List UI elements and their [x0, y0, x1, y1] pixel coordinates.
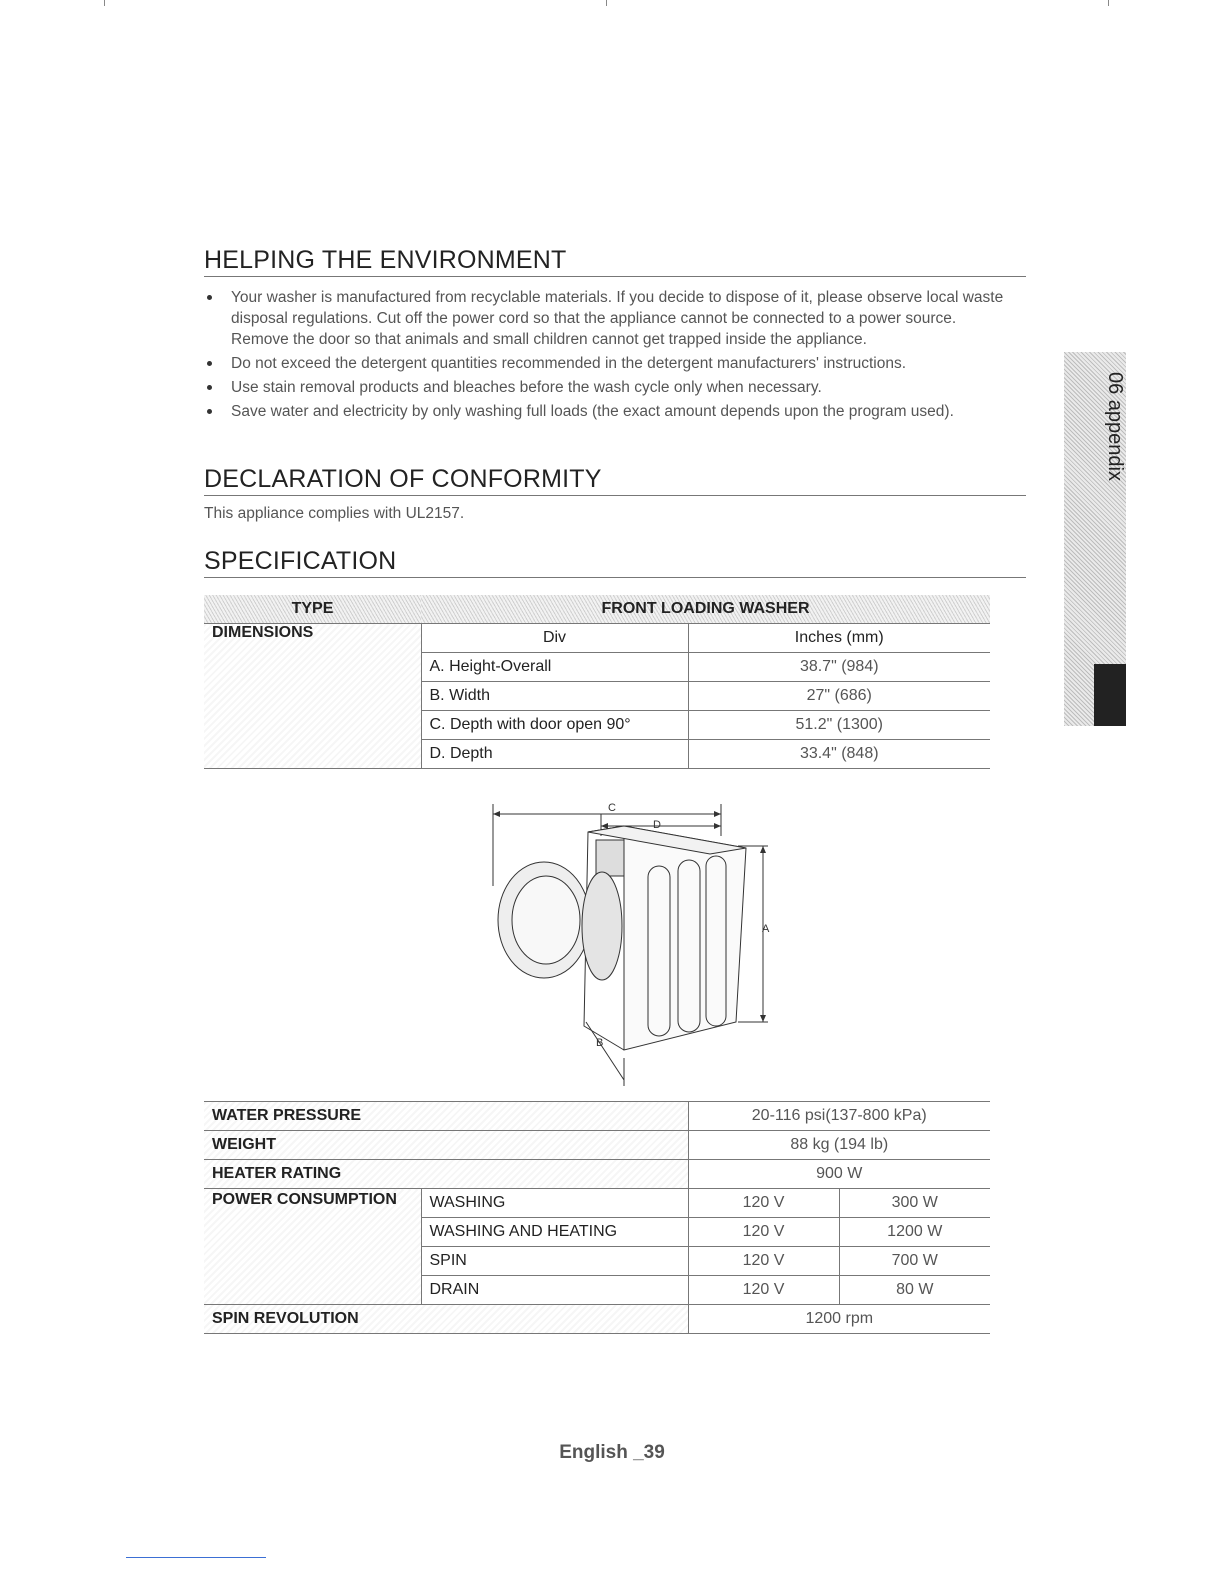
div-column-header: Div [421, 624, 688, 653]
dimension-value: 38.7" (984) [688, 653, 990, 682]
dimension-name: C. Depth with door open 90° [421, 711, 688, 740]
environment-bullet-list [204, 287, 1014, 425]
conformity-title: DECLARATION OF CONFORMITY [204, 466, 1026, 496]
dimension-name: A. Height-Overall [421, 653, 688, 682]
label-b: B [596, 1037, 604, 1049]
appendix-side-tab[interactable] [1064, 352, 1126, 726]
washer-dimensions-diagram [484, 796, 784, 1090]
table-row [204, 1189, 990, 1218]
power-wattage: 1200 W [839, 1218, 990, 1247]
power-wattage: 700 W [839, 1247, 990, 1276]
list-item: Your washer is manufactured from recyclable materials. If you decide to dispose of it, please observe local waste disposal regulations. Cut off the power cord so that the appliance cannot be connected to a power source. Remove the door so that animals and small children cannot get trapped inside the appliance. [204, 287, 1014, 350]
weight-value: 88 kg (194 lb) [688, 1131, 990, 1160]
table-header-row [204, 595, 990, 624]
product-header: FRONT LOADING WASHER [421, 595, 990, 624]
power-mode: WASHING AND HEATING [421, 1218, 688, 1247]
label-c: C [608, 802, 616, 814]
type-header: TYPE [204, 595, 421, 624]
environment-title: HELPING THE ENVIRONMENT [204, 247, 1026, 277]
table-row [204, 1131, 990, 1160]
inches-column-header: Inches (mm) [688, 624, 990, 653]
table-row [204, 1102, 990, 1131]
power-wattage: 300 W [839, 1189, 990, 1218]
dimensions-table [204, 595, 990, 769]
heater-rating-value: 900 W [688, 1160, 990, 1189]
bottom-link-line [126, 1557, 266, 1558]
dimension-value: 33.4" (848) [688, 740, 990, 769]
water-pressure-label: WATER PRESSURE [204, 1102, 688, 1131]
label-a: A [762, 923, 770, 935]
dimension-name: D. Depth [421, 740, 688, 769]
list-item: Do not exceed the detergent quantities recommended in the detergent manufacturers' instructions. [204, 353, 1014, 374]
tab-marker [1094, 664, 1126, 726]
performance-table [204, 1101, 990, 1334]
power-mode: SPIN [421, 1247, 688, 1276]
table-row [204, 1305, 990, 1334]
power-mode: DRAIN [421, 1276, 688, 1305]
specification-title: SPECIFICATION [204, 548, 1026, 578]
power-consumption-label: POWER CONSUMPTION [204, 1189, 421, 1305]
water-pressure-value: 20-116 psi(137-800 kPa) [688, 1102, 990, 1131]
power-mode: WASHING [421, 1189, 688, 1218]
list-item: Use stain removal products and bleaches before the wash cycle only when necessary. [204, 377, 1014, 398]
table-row [204, 1160, 990, 1189]
dimension-name: B. Width [421, 682, 688, 711]
spin-revolution-label: SPIN REVOLUTION [204, 1305, 688, 1334]
side-tab-label: 06 appendix [1104, 372, 1126, 481]
weight-label: WEIGHT [204, 1131, 688, 1160]
label-d: D [653, 819, 661, 831]
power-voltage: 120 V [688, 1189, 839, 1218]
list-item: Save water and electricity by only washing full loads (the exact amount depends upon the program used). [204, 401, 1014, 422]
table-row [204, 624, 990, 653]
dimensions-label: DIMENSIONS [204, 624, 421, 769]
power-voltage: 120 V [688, 1247, 839, 1276]
conformity-text: This appliance complies with UL2157. [204, 505, 465, 522]
dimension-value: 27" (686) [688, 682, 990, 711]
heater-rating-label: HEATER RATING [204, 1160, 688, 1189]
page-footer: English _39 [559, 1442, 665, 1463]
power-voltage: 120 V [688, 1218, 839, 1247]
spin-revolution-value: 1200 rpm [688, 1305, 990, 1334]
power-voltage: 120 V [688, 1276, 839, 1305]
dimension-value: 51.2" (1300) [688, 711, 990, 740]
power-wattage: 80 W [839, 1276, 990, 1305]
